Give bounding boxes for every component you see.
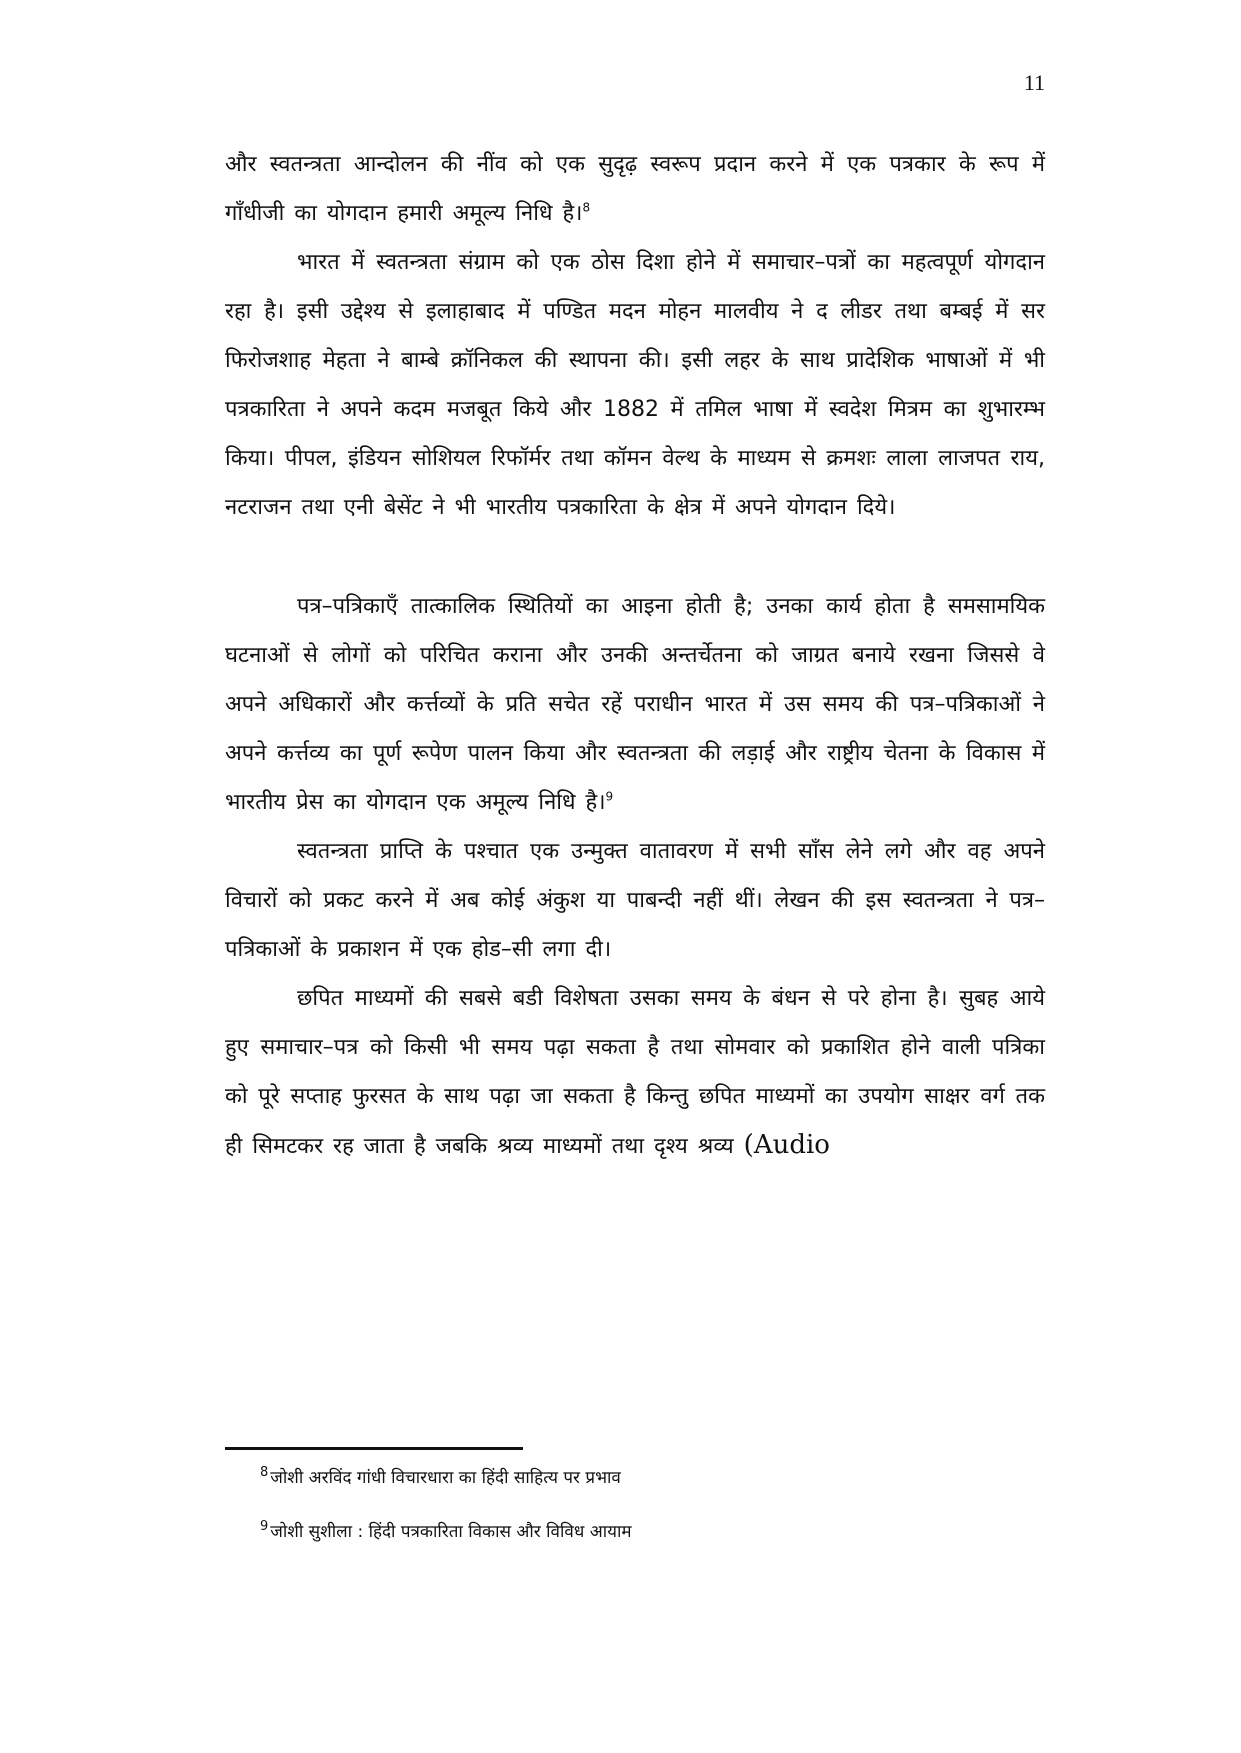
footnote-9-number: 9 xyxy=(260,1519,269,1535)
footnote-8 xyxy=(260,1462,1040,1494)
paragraph-1-text: और स्वतन्त्रता आन्दोलन की नींव को एक सुदृढ़ स्वरूप प्रदान करने में एक पत्रकार के रूप में गाँधीजी का योगदान हमारी अमूल्य निधि है। xyxy=(225,152,1045,226)
paragraph-2 xyxy=(225,238,1045,532)
paragraph-4 xyxy=(225,827,1045,974)
paragraph-4-text: स्वतन्त्रता प्राप्ति के पश्चात एक उन्मुक्त वातावरण में सभी साँस लेने लगे और वह अपने विचारों को प्रकट करने में अब कोई अंकुश या पाबन्दी नहीं थीं। लेखन की इस स्वतन्त्रता ने पत्र–पत्रिकाओं के प्रकाशन में एक होड–सी लगा दी। xyxy=(225,839,1045,962)
body-text xyxy=(225,140,1045,1171)
page-number: 11 xyxy=(1023,70,1045,95)
footnote-9-text: जोशी सुशीला : हिंदी पत्रकारिता विकास और विविध आयाम xyxy=(270,1522,632,1542)
paragraph-3 xyxy=(225,582,1045,827)
paragraph-2-text: भारत में स्वतन्त्रता संग्राम को एक ठोस दिशा होने में समाचार–पत्रों का महत्वपूर्ण योगदान रहा है। इसी उद्देश्य से इलाहाबाद में पण्डित मदन मोहन मालवीय ने द लीडर तथा बम्बई में सर फिरोजशाह मेहता ने बाम्बे क्रॉनिकल की स्थापना की। इसी लहर के साथ प्रादेशिक भाषाओं में भी पत्रकारिता ने अपने कदम मजबूत किये और 1882 में तमिल भाषा में स्वदेश मित्रम का शुभारम्भ किया। पीपल, इंडियन सोशियल रिफॉर्मर तथा कॉमन वेल्थ के माध्यम से क्रमशः लाला लाजपत राय, नटराजन तथा एनी बेसेंट ने भी भारतीय पत्रकारिता के क्षेत्र में अपने योगदान दिये। xyxy=(225,250,1045,520)
footnote-ref-9: 9 xyxy=(605,789,614,804)
paragraph-3-text: पत्र–पत्रिकाएँ तात्कालिक स्थितियों का आइना होती है; उनका कार्य होता है समसामयिक घटनाओं से लोगों को परिचित कराना और उनकी अन्तर्चेतना को जाग्रत बनाये रखना जिससे वे अपने अधिकारों और कर्त्तव्यों के प्रति सचेत रहें पराधीन भारत में उस समय की पत्र–पत्रिकाओं ने अपने कर्त्तव्य का पूर्ण रूपेण पालन किया और स्वतन्त्रता की लड़ाई और राष्ट्रीय चेतना के विकास में भारतीय प्रेस का योगदान एक अमूल्य निधि है। xyxy=(225,594,1045,815)
footnote-8-number: 8 xyxy=(260,1465,269,1481)
footnote-ref-8: 8 xyxy=(582,200,591,215)
footnotes xyxy=(260,1462,1040,1570)
paragraph-1 xyxy=(225,140,1045,238)
paragraph-5-text: छपित माध्यमों की सबसे बडी विशेषता उसका समय के बंधन से परे होना है। सुबह आये हुए समाचार–पत्र को किसी भी समय पढ़ा सकता है तथा सोमवार को प्रकाशित होने वाली पत्रिका को पूरे सप्ताह फुरसत के साथ पढ़ा जा सकता है किन्तु छपित माध्यमों का उपयोग साक्षर वर्ग तक ही सिमटकर रह जाता है जबकि श्रव्य माध्यमों तथा दृश्य श्रव्य xyxy=(225,986,1045,1159)
paragraph-5-trailing-text: (Audio xyxy=(743,1130,830,1160)
footnote-8-text: जोशी अरविंद गांधी विचारधारा का हिंदी साहित्य पर प्रभाव xyxy=(270,1468,621,1488)
paragraph-5 xyxy=(225,974,1045,1171)
footnote-divider xyxy=(225,1447,523,1450)
footnote-9 xyxy=(260,1516,1040,1548)
